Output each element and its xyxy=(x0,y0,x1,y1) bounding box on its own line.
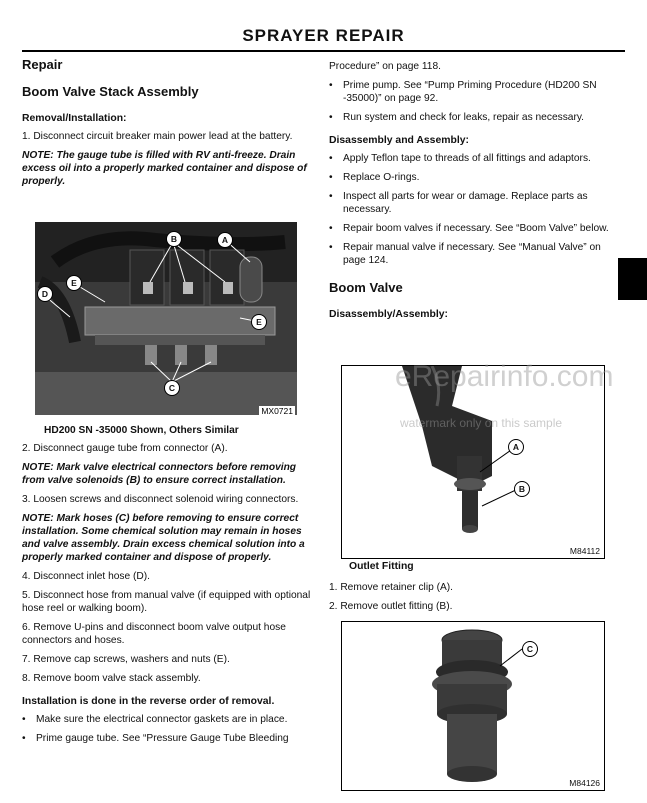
callout-b: B xyxy=(514,481,530,497)
section-tab xyxy=(618,258,647,300)
callout-e-right: E xyxy=(251,314,267,330)
note-2: NOTE: Mark valve electrical connectors before removing from valve solenoids (B) to ensure correct installation. xyxy=(22,462,297,486)
callout-e-left: E xyxy=(66,275,82,291)
watermark-text: watermark only on this sample xyxy=(400,416,563,430)
section-heading: Repair xyxy=(22,57,63,72)
outlet-fitting-photo xyxy=(341,621,605,791)
step-6: 6. Remove U-pins and disconnect boom valve output hose connectors and hoses. xyxy=(22,622,286,646)
callout-c: C xyxy=(522,641,538,657)
right-bullet-3: • Apply Teflon tape to threads of all fittings and adaptors. xyxy=(329,152,614,165)
photo-caption: HD200 SN -35000 Shown, Others Similar xyxy=(44,425,239,436)
step-3: 3. Loosen screws and disconnect solenoid wiring connectors. xyxy=(22,494,299,505)
outlet-step-2: 2. Remove outlet fitting (B). xyxy=(329,601,453,612)
install-heading: Installation is done in the reverse order of removal. xyxy=(22,696,275,707)
callout-a: A xyxy=(508,439,524,455)
boom-valve-heading: Boom Valve xyxy=(329,280,403,295)
outlet-fitting-illustration xyxy=(342,622,604,790)
removal-heading: Removal/Installation: xyxy=(22,113,127,124)
right-bullet-1: • Prime pump. See “Pump Priming Procedure (HD200 SN -35000)” on page 92. xyxy=(329,79,614,105)
subsection-heading: Boom Valve Stack Assembly xyxy=(22,84,199,99)
step-7: 7. Remove cap screws, washers and nuts (E). xyxy=(22,654,230,665)
photo-code: M84112 xyxy=(569,546,600,556)
note-3: NOTE: Mark hoses (C) before removing to ensure correct installation. Some chemical solution may remain in hoses and valve assembly. Drain excess chemical solution into a properly marked container and dispose of properly. xyxy=(22,513,305,563)
header-rule xyxy=(22,50,625,52)
boom-valve-photo xyxy=(341,365,605,559)
install-bullet-2: • Prime gauge tube. See “Pressure Gauge Tube Bleeding xyxy=(22,732,312,745)
boom-valve-stack-photo xyxy=(35,222,297,415)
photo-code: MX0721 xyxy=(261,406,293,415)
note-1: NOTE: The gauge tube is filled with RV anti-freeze. Drain excess oil into a properly marked container and dispose of properly. xyxy=(22,150,307,187)
right-bullet-6: • Repair boom valves if necessary. See “Boom Valve” below. xyxy=(329,222,614,235)
step-4: 4. Disconnect inlet hose (D). xyxy=(22,571,150,582)
step-2: 2. Disconnect gauge tube from connector (A). xyxy=(22,443,228,454)
photo-code: M84126 xyxy=(569,778,600,788)
right-bullet-5: • Inspect all parts for wear or damage. Replace parts as necessary. xyxy=(329,190,614,216)
page-title: SPRAYER REPAIR xyxy=(242,26,405,45)
outlet-step-1: 1. Remove retainer clip (A). xyxy=(329,582,453,593)
disasm-heading: Disassembly/Assembly: xyxy=(329,309,448,320)
callout-a: A xyxy=(217,232,233,248)
callout-c: C xyxy=(164,380,180,396)
outlet-fitting-section xyxy=(329,560,614,619)
outlet-heading: Outlet Fitting xyxy=(349,561,414,572)
right-column xyxy=(329,60,614,326)
left-column-lower xyxy=(22,442,312,751)
callout-b: B xyxy=(166,231,182,247)
right-bullet-7: • Repair manual valve if necessary. See “Manual Valve” on page 124. xyxy=(329,241,614,267)
step-8: 8. Remove boom valve stack assembly. xyxy=(22,673,201,684)
right-bullet-2: • Run system and check for leaks, repair as necessary. xyxy=(329,111,614,124)
install-bullet-1: • Make sure the electrical connector gaskets are in place. xyxy=(22,713,312,726)
left-column xyxy=(22,58,312,194)
continued-text: Procedure” on page 118. xyxy=(329,61,441,72)
callout-d: D xyxy=(37,286,53,302)
boom-valve-illustration xyxy=(342,366,604,558)
step-5: 5. Disconnect hose from manual valve (if equipped with optional hose reel or walking boom). xyxy=(22,590,311,614)
disassembly-heading: Disassembly and Assembly: xyxy=(329,135,469,146)
right-bullet-4: • Replace O-rings. xyxy=(329,171,614,184)
step-1: 1. Disconnect circuit breaker main power lead at the battery. xyxy=(22,131,293,142)
watermark-logo: eRepairinfo.com xyxy=(395,360,614,393)
